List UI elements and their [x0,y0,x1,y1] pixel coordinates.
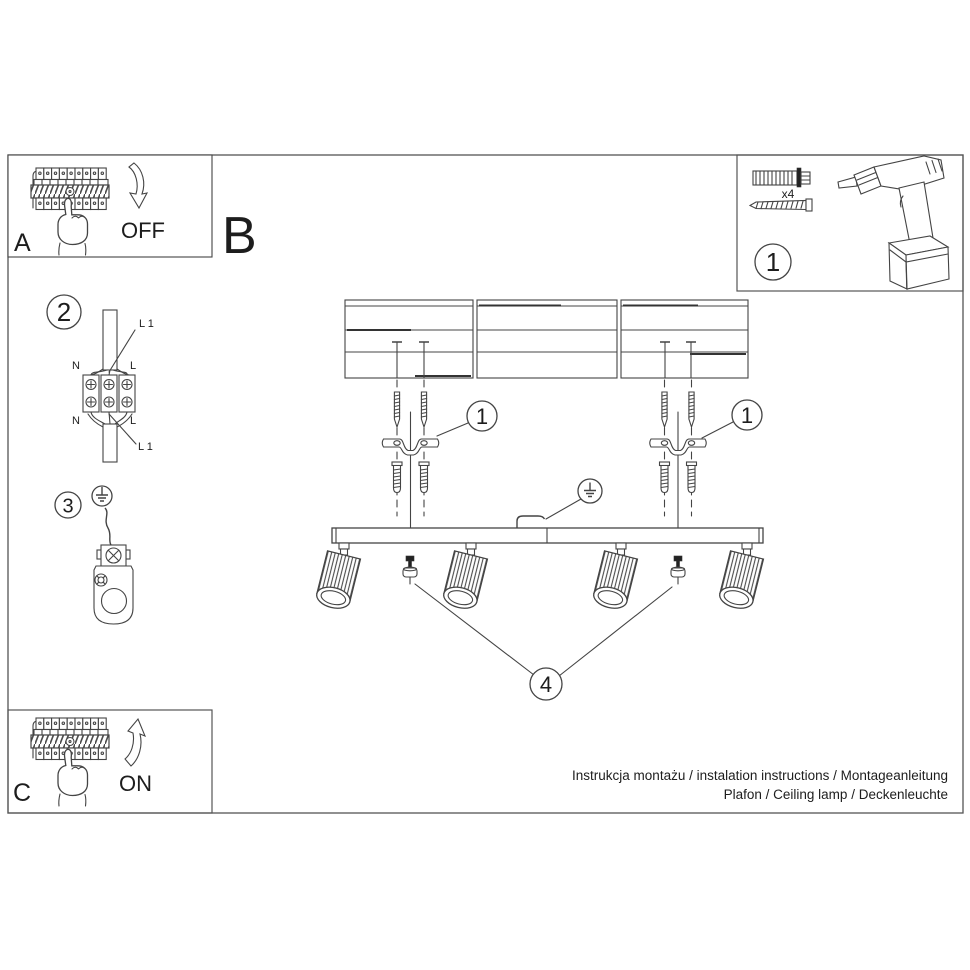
bracket-callout-left [437,401,497,436]
step-b-label: B [222,207,257,265]
fixture-cable [103,424,117,462]
bracket-callout-right [702,400,762,438]
step-c-panel [8,710,212,813]
fixing-screw-right [671,556,685,584]
lamp-bar [332,528,763,543]
supply-cable [103,310,117,370]
off-label: OFF [121,218,165,243]
mounting-lug [94,566,133,624]
footer-line1: Instrukcja montażu / instalation instructions / Montageanleitung [572,768,948,783]
parts-callout [755,244,791,280]
ground-terminal [97,545,130,566]
spotlight-2 [441,551,487,612]
ground-callout-number: 3 [62,495,74,518]
bracket-callout-number-right: 1 [740,403,754,428]
wiring-callout-number: 2 [56,297,72,327]
bracket-callout-number-left: 1 [475,404,489,429]
terminal-block [83,375,135,412]
spotlight-4 [717,551,763,612]
fixing-screw-left [403,556,417,584]
drill-icon [838,156,949,289]
anchor-quantity-label: x4 [781,187,795,201]
parts-panel [737,155,963,291]
spotlight-1 [314,551,360,612]
spotlight-3 [591,551,637,612]
parts-callout-number: 1 [765,247,781,277]
on-label: ON [119,771,152,796]
wire-label-l1-bottom: L 1 [138,441,153,453]
lamp-necks [339,543,752,555]
arrow-up-icon [125,719,145,766]
screw-icon [750,199,812,211]
wire-label-l1-top: L 1 [139,318,154,330]
step-c-label: C [13,779,32,807]
bar-ground-callout [517,479,602,528]
ceiling-panels [345,300,748,378]
step-a-label: A [14,229,31,257]
wall-plug-icon [753,168,810,187]
step-a-panel [8,155,212,257]
screws-callout-number: 4 [539,672,553,697]
wire-label-l-bottom: L [130,415,137,427]
grounding-step [55,486,133,624]
wire-label-l-top: L [130,360,137,372]
footer [572,768,948,802]
wire-label-n-top: N [72,360,80,372]
wire-label-n-bottom: N [72,415,80,427]
wiring-step [47,295,154,462]
footer-line2: Plafon / Ceiling lamp / Deckenleuchte [723,787,948,802]
ground-wire [105,508,111,545]
